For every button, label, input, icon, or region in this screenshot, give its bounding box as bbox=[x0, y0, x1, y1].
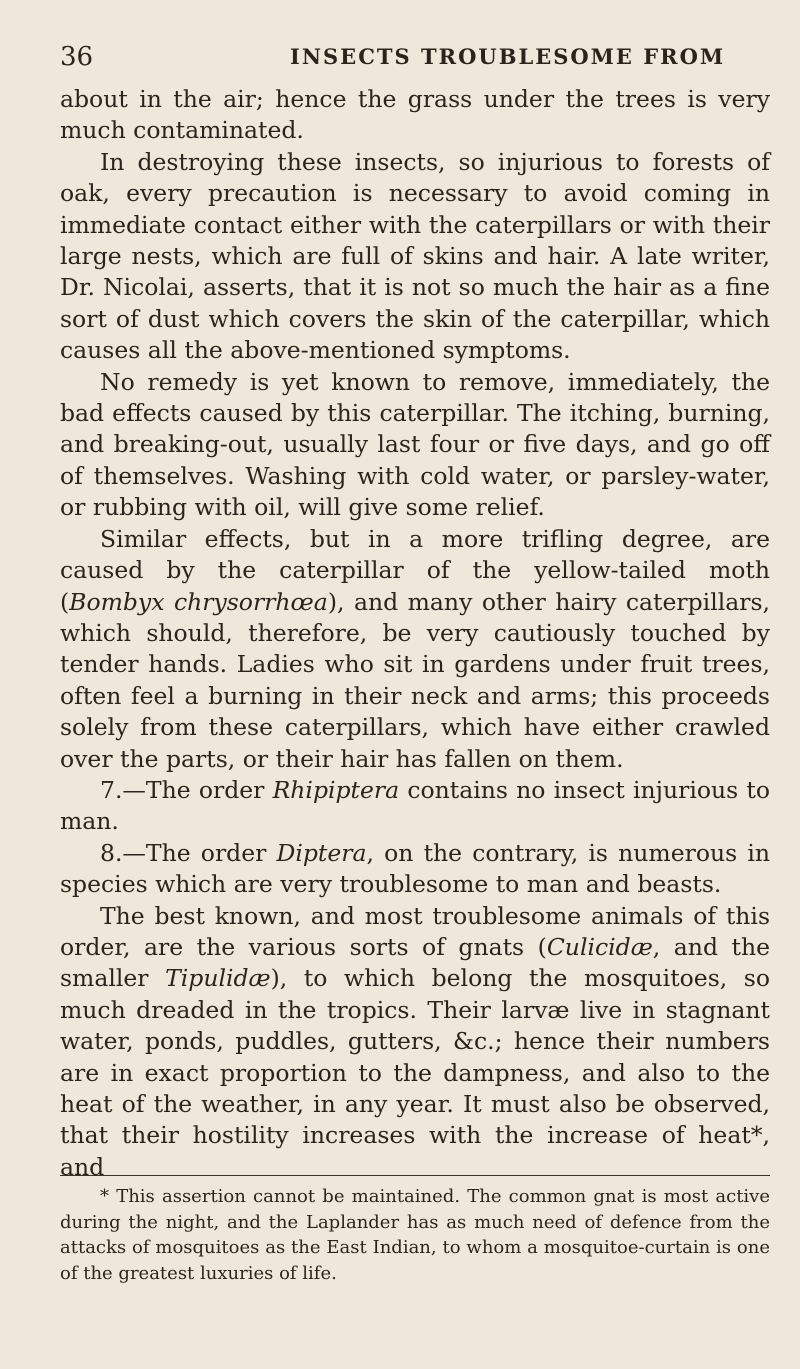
paragraph-text: ), to which belong the mosquitoes, so much dreaded in the tropics. Their larvæ live in stagnant water, ponds, puddles, gutters, &c.; hence their numbers are in exact proportion to the dampness, and also to the heat of the weather, in any year. It must also be observed, that their hostility increases with the increase of heat*, and bbox=[60, 964, 770, 1181]
paragraph-text: 7.—The order bbox=[100, 775, 273, 804]
paragraph bbox=[60, 367, 770, 524]
paragraph-text: Similar effects, but in a more trifling degree, are caused by the caterpillar of the yellow-tailed moth ( bbox=[60, 524, 770, 616]
paragraph-text: 8.—The order bbox=[100, 838, 277, 867]
italic-term: Tipulidæ bbox=[165, 964, 271, 993]
paragraph-text: contains no insect injurious to man. bbox=[60, 775, 770, 836]
footnote-divider bbox=[60, 1175, 770, 1176]
footnote-text: * This assertion cannot be maintained. The common gnat is most active during the night, and the Laplander has as much need of defence from the attacks of mosquitoes as the East Indian, to whom a mosquitoe-curtain is one of the greatest luxuries of life. bbox=[60, 1186, 770, 1284]
running-title: INSECTS TROUBLESOME FROM bbox=[290, 44, 726, 69]
footnote bbox=[60, 1184, 770, 1286]
paragraph bbox=[60, 524, 770, 775]
italic-term: Rhipiptera bbox=[272, 775, 400, 804]
page-number: 36 bbox=[60, 42, 94, 72]
paragraph-text: In destroying these insects, so injurious to forests of oak, every precaution is necessary to avoid coming in immediate contact either with the caterpillars or with their large nests, which are full of skins and hair. A late writer, Dr. Nicolai, asserts, that it is not so much the hair as a fine sort of dust which covers the skin of the caterpillar, which causes all the above-mentioned symptoms. bbox=[60, 147, 770, 365]
paragraph bbox=[60, 147, 770, 367]
page-header bbox=[60, 42, 760, 72]
italic-term: Culicidæ bbox=[546, 932, 653, 961]
italic-term: Bombyx chrysorrhœa bbox=[69, 587, 328, 616]
paragraph bbox=[60, 84, 770, 147]
paragraph-text: , and the smaller bbox=[60, 932, 770, 993]
paragraph bbox=[60, 838, 770, 901]
body-text bbox=[60, 84, 770, 1183]
paragraph-text: ), and many other hairy caterpillars, which should, therefore, be very cautiously touched by tender hands. Ladies who sit in gardens under fruit trees, often feel a burning in their neck and arms; this proceeds solely from these caterpillars, which have either crawled over the parts, or their hair has fallen on them. bbox=[60, 587, 770, 773]
paragraph-text: , on the contrary, is numerous in species which are very troublesome to man and beasts. bbox=[60, 838, 770, 899]
paragraph-text: about in the air; hence the grass under the trees is very much contaminated. bbox=[60, 85, 770, 145]
paragraph bbox=[60, 901, 770, 1184]
paragraph bbox=[60, 775, 770, 838]
paragraph-text: No remedy is yet known to remove, immediately, the bad effects caused by this caterpillar. The itching, burning, and breaking-out, usually last four or five days, and go off of themselves. Washing with cold water, or parsley-water, or rubbing with oil, will give some relief. bbox=[60, 367, 770, 522]
paragraph-text: The best known, and most troublesome animals of this order, are the various sorts of gnats ( bbox=[60, 901, 770, 961]
italic-term: Diptera bbox=[276, 838, 367, 867]
